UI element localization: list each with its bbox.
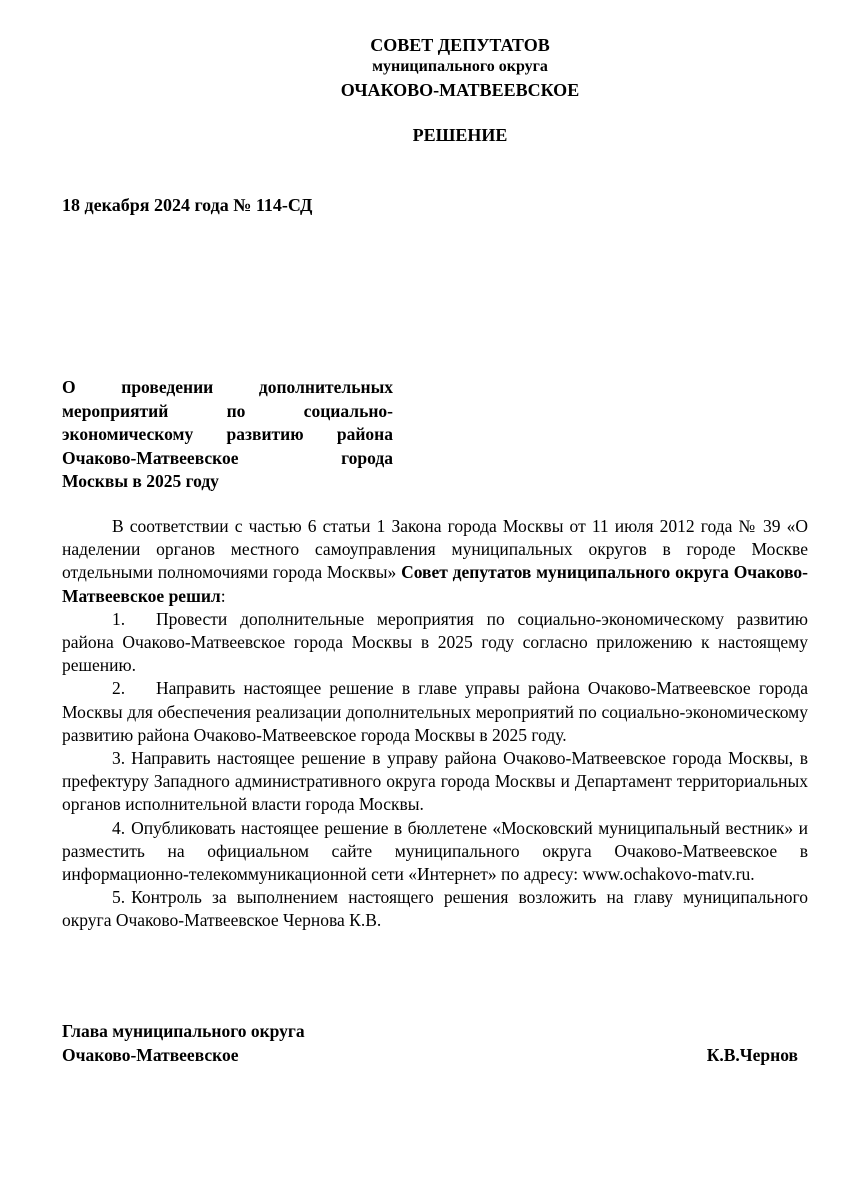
list-item (62, 747, 808, 817)
preamble-text: В соответствии с частью 6 статьи 1 Закона города Москвы от 11 июля 2012 года № 39 «О наделении органов местного самоуправления муниципальных округов в городе Москве отдельными полномочиями города Москвы» (62, 516, 808, 583)
document-type: РЕШЕНИЕ (412, 125, 508, 145)
signatory-title (62, 1019, 305, 1067)
list-item (62, 886, 808, 932)
date-number: 18 декабря 2024 года № 114-СД (62, 195, 313, 215)
item-number: 1. (112, 608, 126, 629)
item-text: Опубликовать настоящее решение в бюллетене «Московский муниципальный вестник» и разместить на официальном сайте муниципального округа Очаково-Матвеевское в информационно-телекоммуникационной сети «Интернет» по адресу: www.ochakovo-matv.ru. (62, 817, 808, 885)
list-item (62, 677, 808, 747)
council-title: СОВЕТ ДЕПУТАТОВ (370, 35, 550, 55)
signatory-title-line2: Очаково-Матвеевское (62, 1045, 239, 1065)
decision-body (62, 515, 808, 933)
list-item (62, 608, 808, 678)
district-line: муниципального округа (372, 58, 548, 75)
subject-last-line: Москвы в 2025 году (62, 471, 219, 491)
item-number: 2. (112, 678, 126, 699)
item-number: 3. (112, 748, 126, 769)
preamble-bold: Совет депутатов муниципального округа Очаково-Матвеевское решил (62, 562, 808, 606)
list-item (62, 817, 808, 887)
subject-main: О проведении дополнительных мероприятий по социально-экономическому развитию района Очаково-Матвеевское города (62, 377, 393, 468)
district-name: ОЧАКОВО-МАТВЕЕВСКОЕ (340, 80, 580, 100)
decision-subject (62, 376, 393, 494)
item-text: Контроль за выполнением настоящего решения возложить на главу муниципального округа Очаково-Матвеевское Чернова К.В. (62, 887, 808, 931)
item-text: Направить настоящее решение в главе управы района Очаково-Матвеевское города Москвы для обеспечения реализации дополнительных мероприятий по социально-экономическому развитию района Очаково-Матвеевское города Москвы в 2025 году. (62, 678, 808, 745)
item-number: 4. (112, 817, 126, 838)
signatory-title-line1: Глава муниципального округа (62, 1021, 305, 1041)
preamble-tail: : (220, 585, 226, 606)
signatory-name: К.В.Чернов (706, 1045, 798, 1065)
preamble (62, 515, 808, 608)
item-text: Направить настоящее решение в управу района Очаково-Матвеевское города Москвы, в префектуру Западного административного округа города Москвы и Департамент территориальных органов исполнительной власти города Москвы. (62, 748, 808, 815)
item-text: Провести дополнительные мероприятия по социально-экономическому развитию района Очаково-Матвеевское города Москвы в 2025 году согласно приложению к настоящему решению. (62, 608, 808, 676)
item-number: 5. (112, 887, 126, 908)
